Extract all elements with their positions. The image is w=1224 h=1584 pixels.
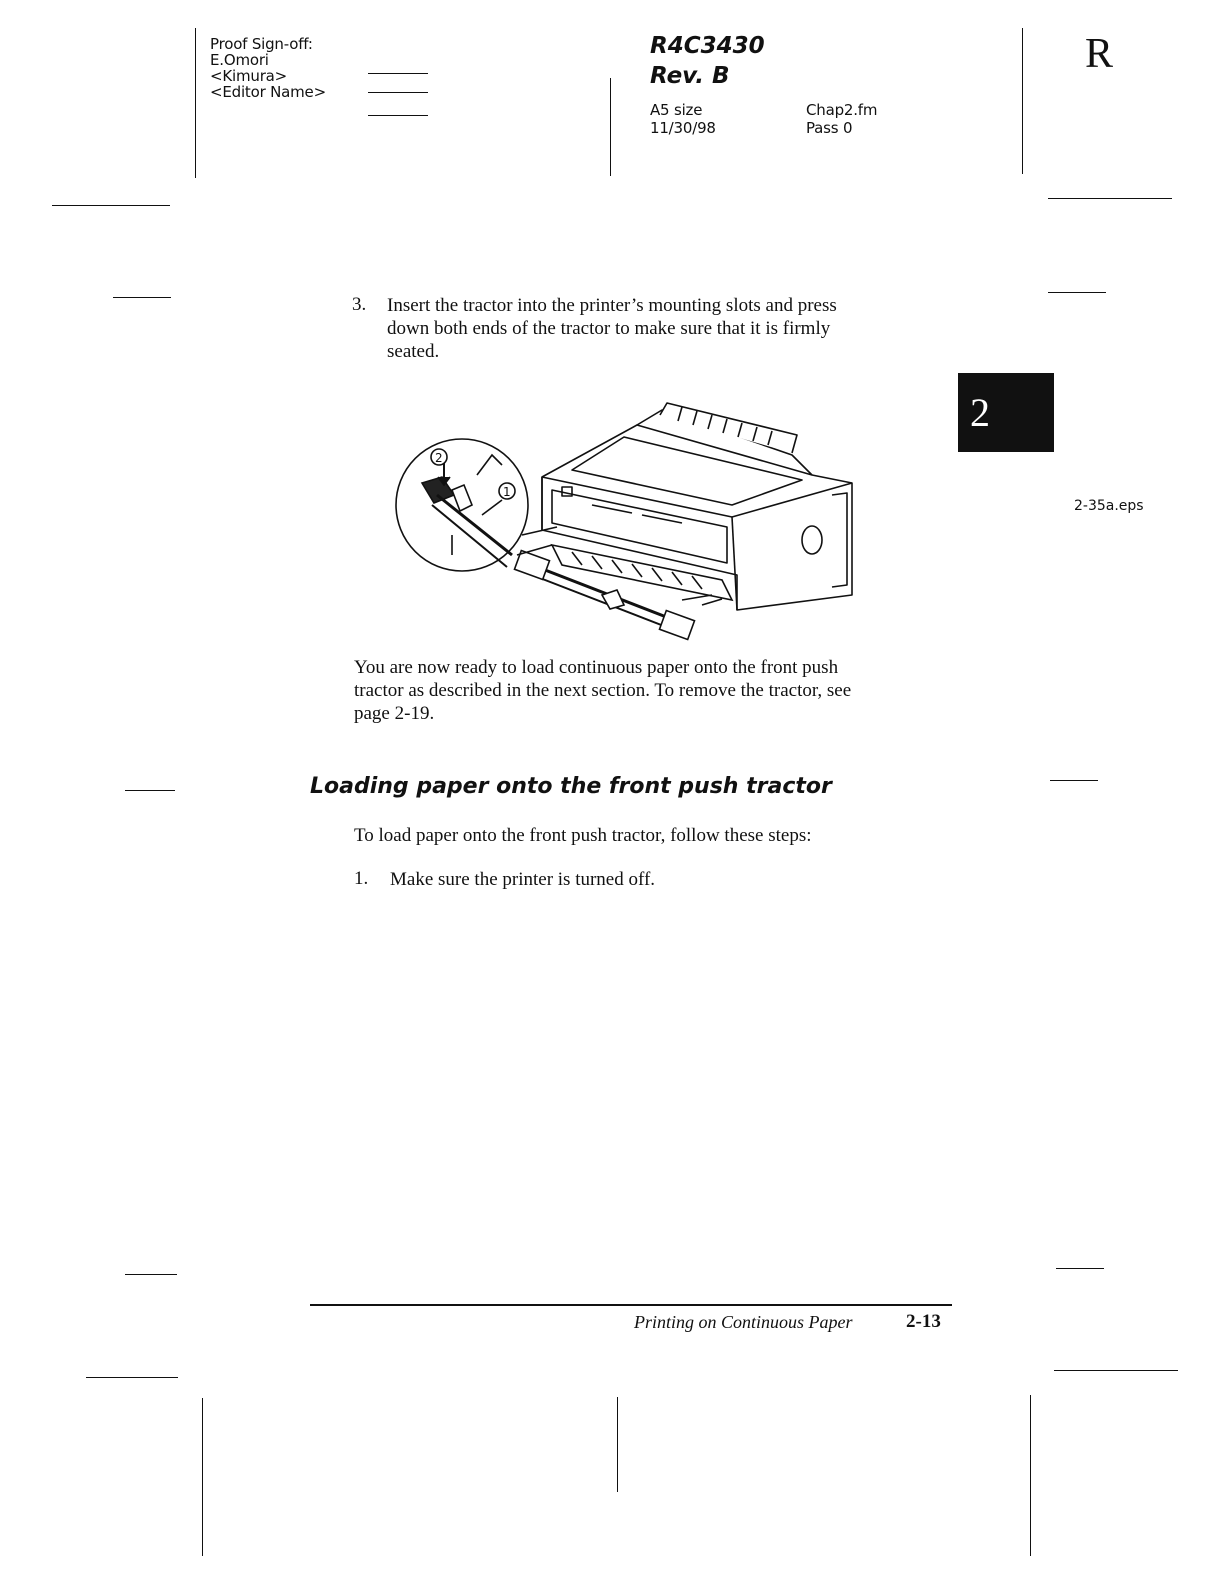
doc-date: 11/30/98 xyxy=(650,119,716,137)
signer-2: <Kimura> xyxy=(210,67,288,85)
step-3-number: 3. xyxy=(352,294,367,315)
crop-mark-vertical xyxy=(202,1398,203,1556)
signoff-blank-line xyxy=(368,73,428,74)
step-3-text xyxy=(387,294,957,363)
continuation-paragraph xyxy=(354,656,954,725)
figure-filename: 2-35a.eps xyxy=(1074,498,1144,514)
signer-3: <Editor Name> xyxy=(210,83,326,101)
crop-mark-horizontal xyxy=(1056,1268,1104,1269)
signoff-blank-line xyxy=(368,115,428,116)
corner-letter: R xyxy=(1085,31,1114,77)
signoff-label: Proof Sign-off: xyxy=(210,35,313,53)
crop-mark-horizontal xyxy=(113,297,171,298)
crop-mark-horizontal xyxy=(125,1274,177,1275)
crop-mark-horizontal xyxy=(1048,292,1106,293)
intro-text: To load paper onto the front push tractor, follow these steps: xyxy=(354,825,812,846)
paragraph-line: tractor as described in the next section. To remove the tractor, see xyxy=(354,680,852,701)
chapter-tab: 2 xyxy=(958,373,1054,452)
crop-mark-vertical xyxy=(1030,1395,1031,1556)
doc-size: A5 size xyxy=(650,101,703,119)
step-1-text: Make sure the printer is turned off. xyxy=(390,869,656,890)
crop-mark-horizontal xyxy=(1048,198,1172,199)
doc-file: Chap2.fm xyxy=(806,101,878,119)
step-3-line: seated. xyxy=(387,341,440,362)
detail-callout xyxy=(396,439,557,571)
crop-mark-horizontal xyxy=(1050,780,1098,781)
footer-title: Printing on Continuous Paper xyxy=(634,1312,853,1332)
step-3-line: down both ends of the tractor to make sure that it is firmly xyxy=(387,318,831,339)
step-1-number: 1. xyxy=(354,868,369,889)
section-heading: Loading paper onto the front push tractor xyxy=(310,774,832,799)
paragraph-line: You are now ready to load continuous paper onto the front push xyxy=(354,657,839,678)
footer-rule xyxy=(310,1304,952,1306)
crop-mark-horizontal xyxy=(1054,1370,1178,1371)
revision: Rev. B xyxy=(650,63,730,89)
crop-mark-vertical xyxy=(617,1397,618,1492)
signoff-block xyxy=(210,36,326,100)
crop-mark-horizontal xyxy=(52,205,170,206)
step-3-line: Insert the tractor into the printer’s mounting slots and press xyxy=(387,295,837,316)
doc-pass: Pass 0 xyxy=(806,119,853,137)
crop-mark-horizontal xyxy=(86,1377,178,1378)
crop-mark-vertical xyxy=(195,28,196,178)
crop-mark-vertical xyxy=(1022,28,1023,174)
callout-1-label: 1 xyxy=(503,485,511,499)
callout-2-label: 2 xyxy=(435,451,443,465)
page-number: 2-13 xyxy=(906,1311,941,1332)
doc-code: R4C3430 xyxy=(650,33,765,59)
signer-1: E.Omori xyxy=(210,51,269,69)
printer-tractor-illustration xyxy=(392,395,872,645)
crop-mark-horizontal xyxy=(125,790,175,791)
signoff-blank-line xyxy=(368,92,428,93)
crop-mark-vertical xyxy=(610,78,611,176)
paragraph-line: page 2-19. xyxy=(354,703,435,724)
